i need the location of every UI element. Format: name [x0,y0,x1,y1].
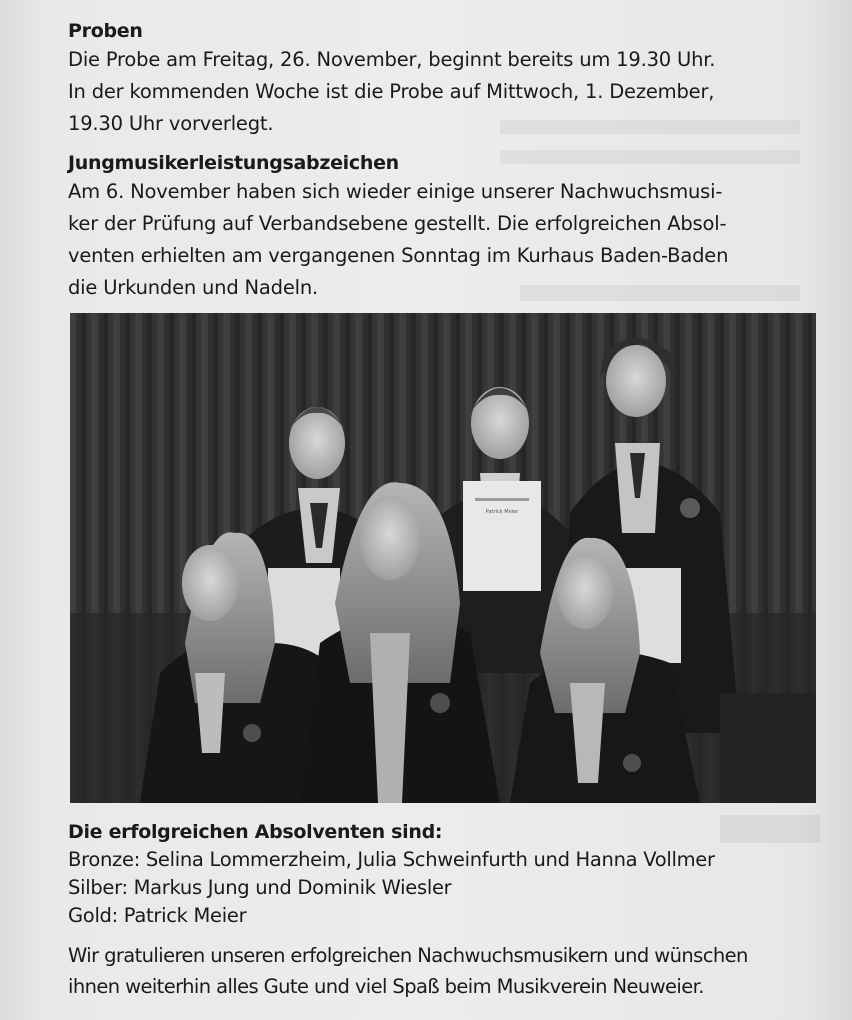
paragraph-line: Wir gratulieren unseren erfolgreichen Nachwuchsmusikern und wünschen [68,944,748,967]
graduates-silber: Silber: Markus Jung und Dominik Wiesler [68,876,452,899]
paragraph-line: Die Probe am Freitag, 26. November, beginnt bereits um 19.30 Uhr. [68,48,716,71]
certificate-label: Patrick Meier [485,509,519,515]
jacket-emblem [623,754,641,772]
paragraph-line: 19.30 Uhr vorverlegt. [68,112,274,135]
graduates-gold: Gold: Patrick Meier [68,904,247,927]
paragraph-line: Am 6. November haben sich wieder einige unserer Nachwuchsmusi- [68,180,723,203]
paragraph-proben [68,44,715,140]
graduates-bronze: Bronze: Selina Lommerzheim, Julia Schweinfurth und Hanna Vollmer [68,848,715,871]
piano [720,693,816,803]
jacket-emblem [680,498,700,518]
paragraph-line: In der kommenden Woche ist die Probe auf Mittwoch, 1. Dezember, [68,80,715,103]
certificate-back [463,481,541,591]
show-through-decoration [720,815,820,843]
graduates-list [68,846,715,930]
section-heading-abzeichen: Jungmusikerleistungsabzeichen [68,152,399,174]
closing-paragraph [68,940,748,1002]
jacket-emblem [243,724,261,742]
group-photo [70,313,816,803]
paragraph-line: ker der Prüfung auf Verbandsebene gestellt. Die erfolgreichen Absol- [68,212,727,235]
paragraph-line: die Urkunden und Nadeln. [68,276,319,299]
paragraph-line: venten erhielten am vergangenen Sonntag im Kurhaus Baden-Baden [68,244,729,267]
section-heading-proben: Proben [68,20,143,42]
jacket-emblem [430,693,450,713]
paragraph-abzeichen [68,176,728,304]
paragraph-line: ihnen weiterhin alles Gute und viel Spaß beim Musikverein Neuweier. [68,975,704,998]
section-heading-absolventen: Die erfolgreichen Absolventen sind: [68,821,443,843]
